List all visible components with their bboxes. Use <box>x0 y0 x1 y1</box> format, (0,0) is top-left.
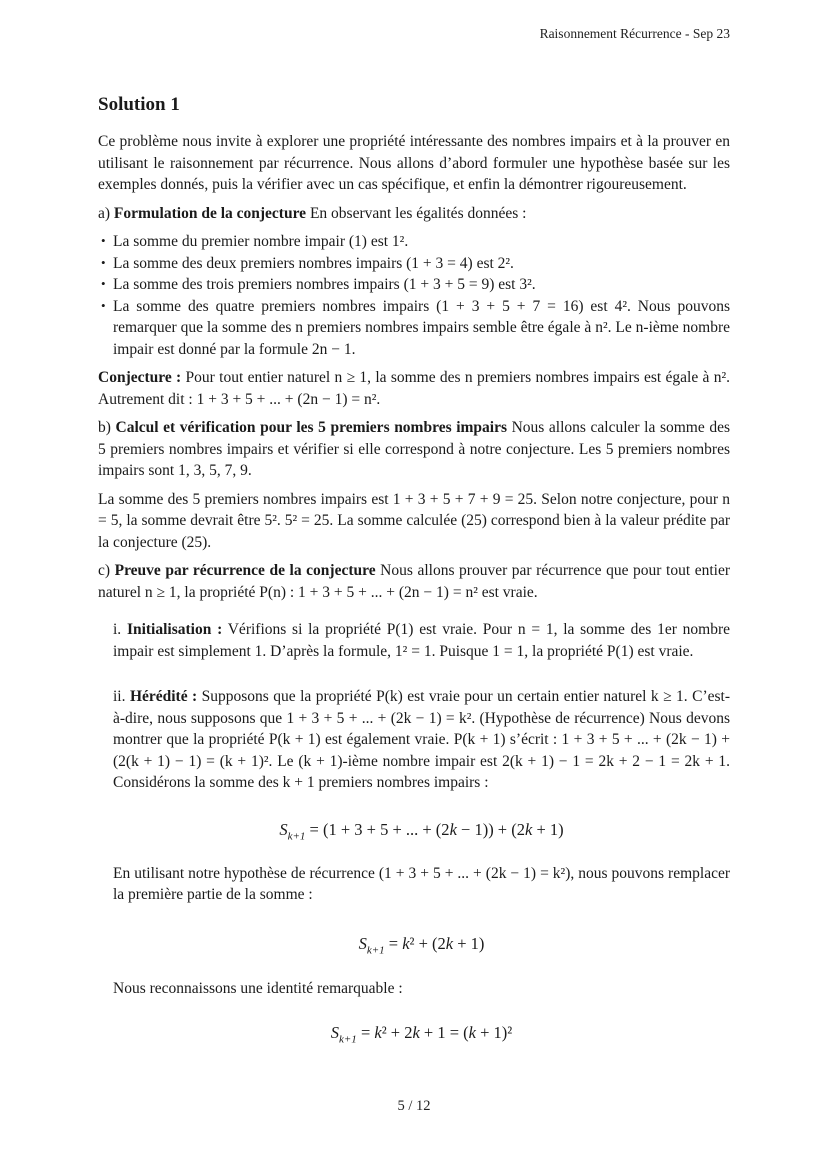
proof-steps <box>113 610 730 1044</box>
list-item <box>101 253 730 275</box>
equation-expanded-sum: $S_{k+1} = (1 + 3 + 5$ + ... + (2k − 1)) + (2k + 1) <box>279 819 564 842</box>
step-heredite: ii. Hérédité : Supposons que la propriété P(k) est vraie pour un certain entier naturel k ≥ 1. C’est-à-dire, nous supposons que 1 + 3 + 5 + ... + (2k − 1) = k². (Hypothèse de récurrence) Nous devons montrer que la propriété P(k + 1) est également vraie. P(k + 1) s’écrit : 1 + 3 + 5 + ... + (2k − 1) + (2(k + 1) − 1) = (k + 1)². Le (k + 1)-ième nombre impair est 2(k + 1) − 1 = 2k + 2 − 1 = 2k + 1. Considérons la somme des k + 1 premiers nombres impairs : <box>113 688 730 791</box>
bullet-icon: • <box>101 233 106 248</box>
identity-intro-paragraph: Nous reconnaissons une identité remarquable : <box>113 979 403 997</box>
list-item-text: La somme des quatre premiers nombres impairs (1 + 3 + 5 + 7 = 16) est 4². Nous pouvons remarquer que la somme des n premiers nombres impairs semble être égale à n². Le n-ième nombre impair est donné par la formule 2n − 1. <box>113 297 730 358</box>
list-item-text: La somme des trois premiers nombres impairs (1 + 3 + 5 = 9) est 3². <box>113 276 536 293</box>
bullet-icon: • <box>101 297 106 313</box>
section-c-paragraph: c) Preuve par récurrence de la conjecture Nous allons prouver par récurrence que pour tout entier naturel n ≥ 1, la propriété P(n) : 1 + 3 + 5 + ... + (2n − 1) = n² est vraie. <box>98 562 730 601</box>
equation-substituted: $S_{k+1} = k^2 + (2k + 1)$ <box>358 933 485 956</box>
paragraph-intro: Ce problème nous invite à explorer une propriété intéressante des nombres impairs et à la prouver en utilisant le raisonnement par récurrence. Nous allons d’abord formuler une hypothèse basée sur les exemples donnés, puis la vérifier avec un cas spécifique, et enfin la démontrer rigoureusement. <box>98 133 730 193</box>
step-initialisation: i. Initialisation : Vérifions si la propriété P(1) est vraie. Pour n = 1, la somme des 1er nombre impair est simplement 1. D’après la formule, 1² = 1. Puisque 1 = 1, la propriété P(1) est vraie. <box>113 621 730 660</box>
conjecture-paragraph: Conjecture : Pour tout entier naturel n ≥ 1, la somme des n premiers nombres impairs est égale à n². Autrement dit : 1 + 3 + 5 + ... + (2n − 1) = n². <box>98 369 730 408</box>
list-item <box>101 274 730 296</box>
verification-paragraph: La somme des 5 premiers nombres impairs est 1 + 3 + 5 + 7 + 9 = 25. Selon notre conjecture, pour n = 5, la somme devrait être 5². 5² = 25. La somme calculée (25) correspond bien à la valeur prédite par la conjecture (25). <box>98 490 730 551</box>
bullet-icon: • <box>101 276 106 291</box>
list-item-text: La somme du premier nombre impair (1) est 1². <box>113 233 409 250</box>
list-item <box>101 231 730 253</box>
page-number: 5 / 12 <box>397 1098 431 1114</box>
section-b-paragraph: b) Calcul et vérification pour les 5 premiers nombres impairs Nous allons calculer la somme des 5 premiers nombres impairs et vérifier si elle correspond à notre conjecture. Les 5 premiers nombres impairs sont 1, 3, 5, 7, 9. <box>98 419 730 479</box>
list-item <box>101 296 730 361</box>
page-header: Raisonnement Récurrence - Sep 23 <box>539 26 730 41</box>
bullet-icon: • <box>101 254 106 270</box>
solution-title: Solution 1 <box>98 94 180 115</box>
section-a-heading: a) Formulation de la conjecture En observant les égalités données : <box>98 204 527 222</box>
equation-identity: $S_{k+1} = k^2 + 2k + 1 = (k + 1)^2$ <box>330 1023 513 1046</box>
hypothesis-use-paragraph: En utilisant notre hypothèse de récurrence (1 + 3 + 5 + ... + (2k − 1) = k²), nous pouvons remplacer la première partie de la somme : <box>113 864 730 903</box>
observations-list <box>98 231 730 360</box>
list-item-text: La somme des deux premiers nombres impairs (1 + 3 = 4) est 2². <box>113 254 514 272</box>
